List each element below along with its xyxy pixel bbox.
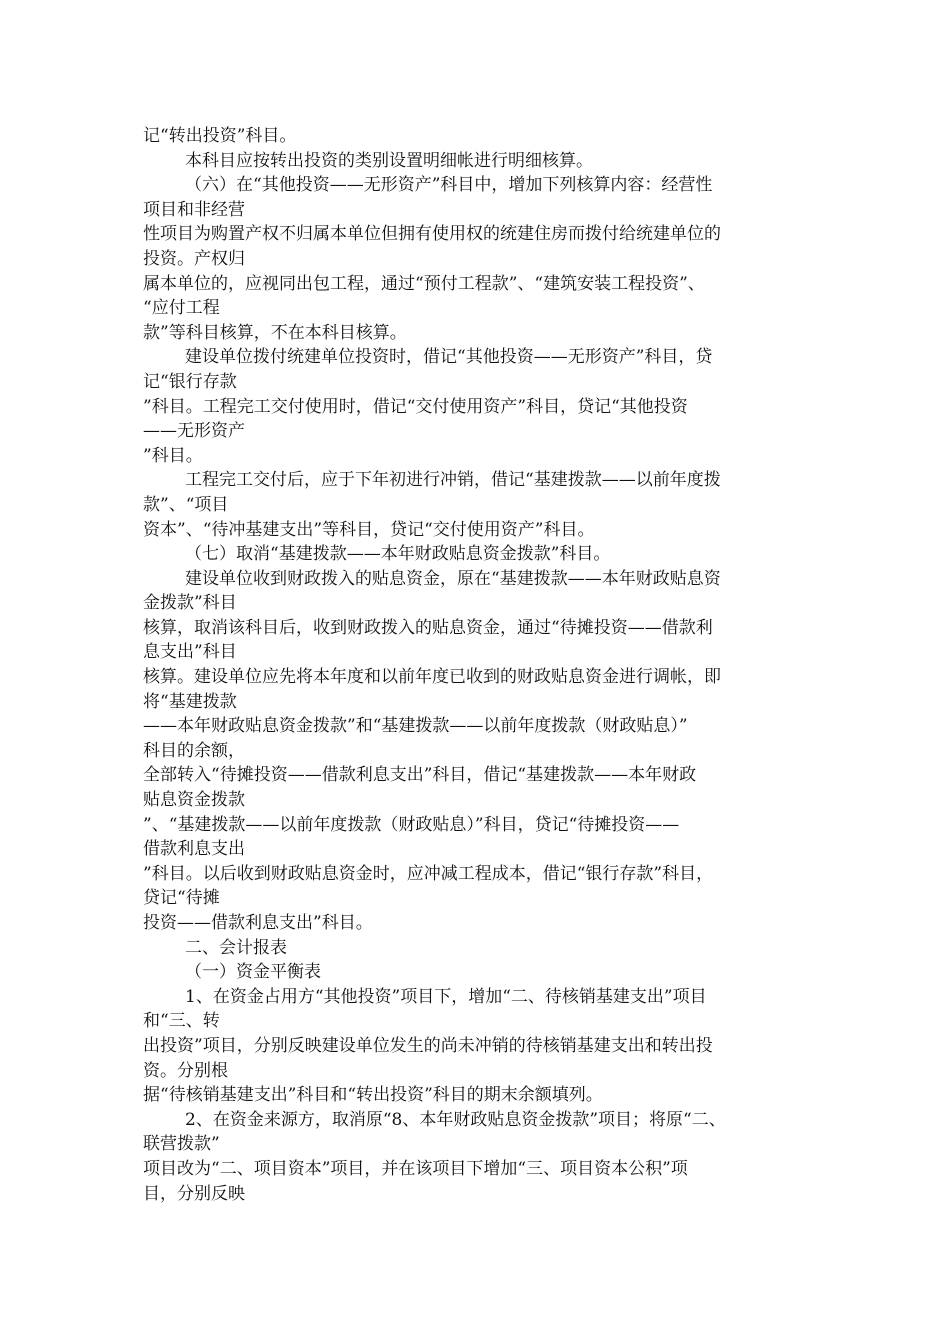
text-line: 款”、“项目 <box>143 494 229 515</box>
text-line: 1、在资金占用方“其他投资”项目下，增加“二、待核销基建支出”项目 <box>185 986 707 1007</box>
text-line: 目，分别反映 <box>143 1183 245 1204</box>
text-line: 工程完工交付后，应于下年初进行冲销，借记“基建拨款——以前年度拨 <box>185 470 721 491</box>
text-line: 金拨款”科目 <box>143 593 237 614</box>
text-line: 核算，取消该科目后，收到财政拨入的贴息资金，通过“待摊投资——借款利 <box>143 617 713 638</box>
text-line: 项目改为“二、项目资本”项目，并在该项目下增加“三、项目资本公积”项 <box>143 1158 688 1179</box>
text-line: （六）在“其他投资——无形资产”科目中，增加下列核算内容：经营性 <box>185 175 713 196</box>
text-line: 联营拨款” <box>143 1134 220 1155</box>
text-line: 项目和非经营 <box>143 199 245 220</box>
text-line: 核算。建设单位应先将本年度和以前年度已收到的财政贴息资金进行调帐，即 <box>143 667 721 688</box>
text-line: ——无形资产 <box>143 421 245 442</box>
text-line: “应付工程 <box>143 298 220 319</box>
text-line: ”科目。 <box>143 445 203 466</box>
text-line: 款”等科目核算，不在本科目核算。 <box>143 322 407 343</box>
text-line: 建设单位拨付统建单位投资时，借记“其他投资——无形资产”科目，贷 <box>185 347 713 368</box>
text-line: 贷记“待摊 <box>143 888 220 909</box>
text-line: 属本单位的，应视同出包工程，通过“预付工程款”、“建筑安装工程投资”、 <box>143 273 705 294</box>
text-line: 二、会计报表 <box>185 937 287 958</box>
text-line: （七）取消“基建拨款——本年财政贴息资金拨款”科目。 <box>185 544 611 565</box>
text-line: 记“转出投资”科目。 <box>143 126 297 146</box>
text-line: 投资。产权归 <box>143 248 245 269</box>
text-line: 据“待核销基建支出”科目和“转出投资”科目的期末余额填列。 <box>143 1085 603 1106</box>
text-line: 性项目为购置产权不归属本单位但拥有使用权的统建住房而拨付给统建单位的 <box>143 224 721 245</box>
text-line: 借款利息支出 <box>143 839 245 860</box>
text-line: 投资——借款利息支出”科目。 <box>143 913 373 933</box>
text-line: 息支出”科目 <box>143 642 237 663</box>
text-line: ——本年财政贴息资金拨款”和“基建拨款——以前年度拨款（财政贴息）” <box>143 716 688 737</box>
text-line: ”科目。以后收到财政贴息资金时，应冲减工程成本，借记“银行存款”科目， <box>143 863 714 884</box>
text-line: 本科目应按转出投资的类别设置明细帐进行明细核算。 <box>185 150 593 171</box>
text-line: 科目的余额， <box>143 740 245 761</box>
text-line: 2、在资金来源方，取消原“8、本年财政贴息资金拨款”项目；将原“二、 <box>185 1109 726 1130</box>
text-line: 建设单位收到财政拨入的贴息资金，原在“基建拨款——本年财政贴息资 <box>185 568 721 589</box>
text-line: 资。分别根 <box>143 1060 228 1081</box>
text-line: 出投资”项目，分别反映建设单位发生的尚未冲销的待核销基建支出和转出投 <box>143 1035 713 1056</box>
text-line: ”、“基建拨款——以前年度拨款（财政贴息）”科目，贷记“待摊投资—— <box>143 814 680 835</box>
text-line: 贴息资金拨款 <box>143 790 245 811</box>
text-line: 和“三、转 <box>143 1011 220 1032</box>
text-line: 记“银行存款 <box>143 371 237 392</box>
text-line: （一）资金平衡表 <box>185 962 321 983</box>
text-line: ”科目。工程完工交付使用时，借记“交付使用资产”科目，贷记“其他投资 <box>143 396 688 417</box>
text-line: 资本”、“待冲基建支出”等科目，贷记“交付使用资产”科目。 <box>143 519 595 540</box>
text-line: 全部转入“待摊投资——借款利息支出”科目，借记“基建拨款——本年财政 <box>143 765 697 786</box>
document-body <box>143 124 813 1206</box>
text-line: 将“基建拨款 <box>143 691 237 712</box>
